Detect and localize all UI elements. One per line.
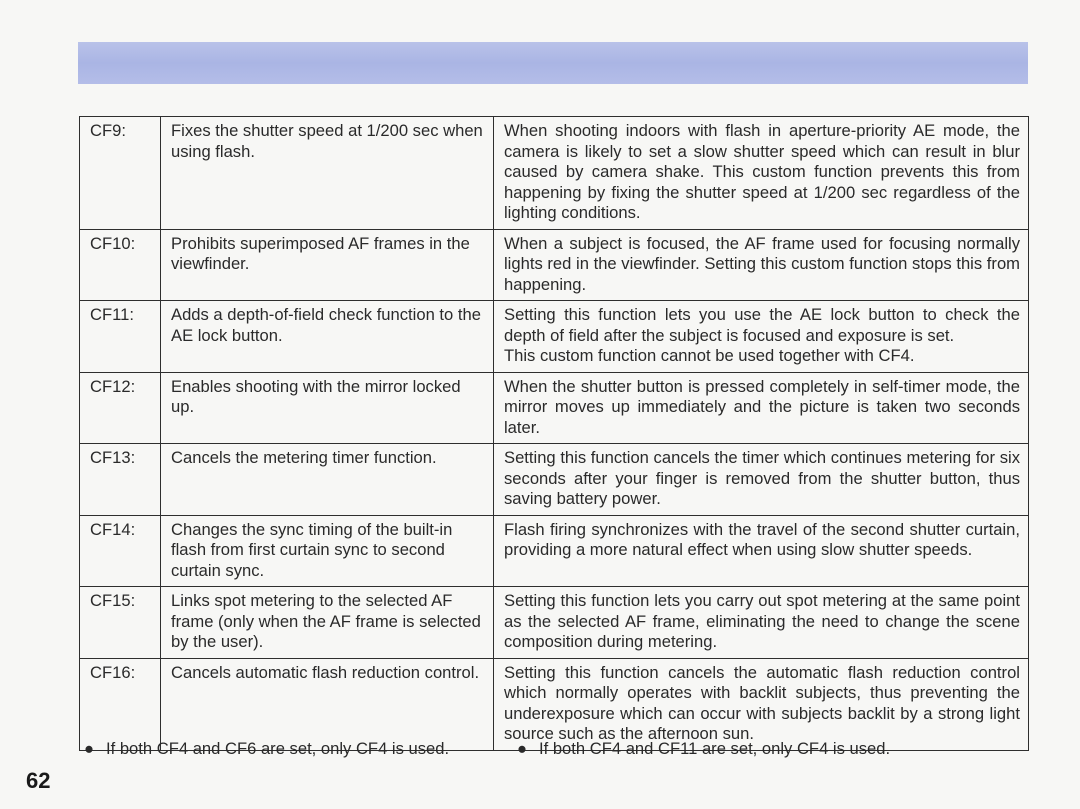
custom-function-summary: Links spot metering to the selected AF frame (only when the AF frame is selected by the user).	[161, 587, 494, 659]
table-row	[80, 587, 1029, 659]
custom-function-code: CF11:	[80, 301, 161, 373]
table-row	[80, 444, 1029, 516]
detail-paragraph: Flash firing synchronizes with the travel of the second shutter curtain, providing a more natural effect when using slow shutter speeds.	[504, 519, 1020, 559]
custom-function-summary: Fixes the shutter speed at 1/200 sec when using flash.	[161, 117, 494, 230]
footnote-left-text: If both CF4 and CF6 are set, only CF4 is used.	[106, 739, 450, 758]
custom-function-detail	[494, 515, 1029, 587]
detail-paragraph: Setting this function cancels the automatic flash reduction control which normally operates with backlit subjects, thus preventing the underexposure which can occur with subjects backlit by a strong light source such as the afternoon sun.	[504, 662, 1020, 743]
custom-function-detail	[494, 444, 1029, 516]
detail-paragraph: When shooting indoors with flash in aperture-priority AE mode, the camera is likely to set a slow shutter speed which can result in blur caused by camera shake. This custom function prevents this from happening by fixing the shutter speed at 1/200 sec regardless of the lighting conditions.	[504, 121, 1020, 222]
custom-function-detail	[494, 229, 1029, 301]
detail-paragraph: Setting this function lets you carry out spot metering at the same point as the selected AF frame, eliminating the need to change the scene composition during metering.	[504, 591, 1020, 651]
bullet-icon: ●	[517, 739, 528, 758]
footnote-left	[84, 739, 449, 759]
custom-function-summary: Cancels the metering timer function.	[161, 444, 494, 516]
detail-paragraph: This custom function cannot be used together with CF4.	[504, 346, 915, 365]
custom-function-code: CF16:	[80, 658, 161, 750]
custom-function-detail	[494, 658, 1029, 750]
custom-function-summary: Adds a depth-of-field check function to the AE lock button.	[161, 301, 494, 373]
page-number: 62	[26, 768, 51, 793]
header-band	[78, 42, 1028, 84]
detail-paragraph: When the shutter button is pressed completely in self-timer mode, the mirror moves up immediately and the picture is taken two seconds later.	[504, 376, 1020, 437]
table-row	[80, 301, 1029, 373]
detail-paragraph: Setting this function cancels the timer which continues metering for six seconds after your finger is removed from the shutter button, thus saving battery power.	[504, 448, 1020, 508]
table-row	[80, 658, 1029, 750]
custom-function-code: CF13:	[80, 444, 161, 516]
custom-function-detail	[494, 117, 1029, 230]
footnote-right-text: If both CF4 and CF11 are set, only CF4 is used.	[539, 739, 891, 758]
custom-function-detail	[494, 372, 1029, 444]
custom-function-detail	[494, 587, 1029, 659]
custom-function-code: CF10:	[80, 229, 161, 301]
detail-paragraph: When a subject is focused, the AF frame used for focusing normally lights red in the viewfinder. Setting this custom function stops this from happening.	[504, 233, 1020, 294]
custom-function-summary: Enables shooting with the mirror locked up.	[161, 372, 494, 444]
custom-function-summary: Cancels automatic flash reduction control.	[161, 658, 494, 750]
table-row	[80, 372, 1029, 444]
custom-function-code: CF12:	[80, 372, 161, 444]
table-row	[80, 229, 1029, 301]
custom-function-summary: Prohibits superimposed AF frames in the viewfinder.	[161, 229, 494, 301]
custom-function-code: CF9:	[80, 117, 161, 230]
custom-functions-table	[79, 116, 1029, 751]
custom-function-detail	[494, 301, 1029, 373]
table-row	[80, 515, 1029, 587]
custom-functions-table-body	[80, 117, 1029, 751]
custom-function-summary: Changes the sync timing of the built-in flash from first curtain sync to second curtain sync.	[161, 515, 494, 587]
detail-paragraph: Setting this function lets you use the AE lock button to check the depth of field after the subject is focused and exposure is set.	[504, 305, 1020, 345]
footnote-right	[517, 739, 890, 759]
table-row	[80, 117, 1029, 230]
bullet-icon: ●	[84, 739, 95, 758]
custom-function-code: CF15:	[80, 587, 161, 659]
custom-function-code: CF14:	[80, 515, 161, 587]
